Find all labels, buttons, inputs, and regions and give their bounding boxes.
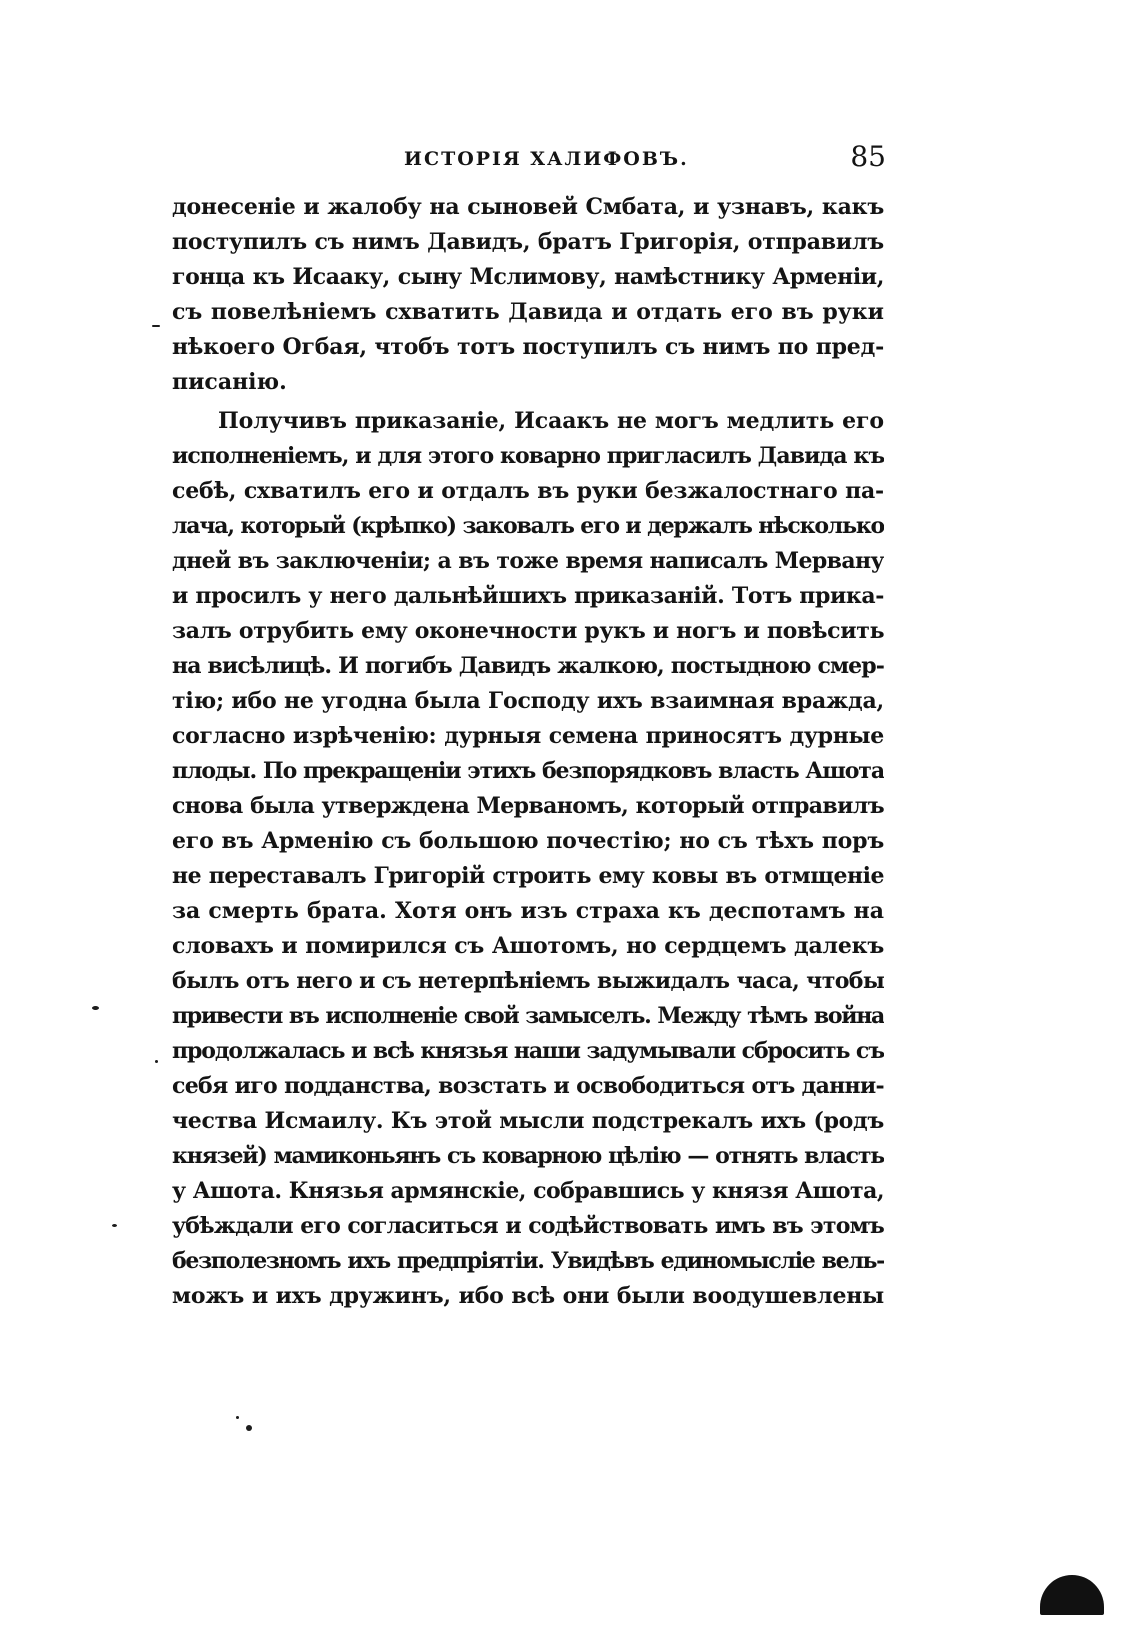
text-line: съ повелѣніемъ схватить Давида и отдать его въ руки: [172, 299, 884, 325]
text-line: словахъ и помирился съ Ашотомъ, но сердцемъ далекъ: [172, 933, 884, 959]
text-line: и просилъ у него дальнѣйшихъ приказаній. Тотъ прика-: [172, 583, 884, 609]
page-number: 85: [850, 140, 886, 173]
text-line: на висѣлицѣ. И погибъ Давидъ жалкою, постыдною смер-: [172, 653, 884, 679]
text-line: можъ и ихъ дружинъ, ибо всѣ они были воодушевлены: [172, 1283, 884, 1309]
text-line: лача, который (крѣпко) заковалъ его и держалъ нѣсколько: [172, 513, 884, 539]
scan-speck: [155, 1060, 158, 1063]
text-line: чества Исмаилу. Къ этой мысли подстрекалъ ихъ (родъ: [172, 1108, 884, 1134]
text-line: исполненіемъ, и для этого коварно пригласилъ Давида къ: [172, 443, 884, 469]
text-line: тію; ибо не угодна была Господу ихъ взаимная вражда,: [172, 688, 884, 714]
text-line: гонца къ Исааку, сыну Мслимову, намѣстнику Арменіи,: [172, 264, 884, 290]
text-line: согласно изрѣченію: дурныя семена приносятъ дурные: [172, 723, 884, 749]
text-line: за смерть брата. Хотя онъ изъ страха къ деспотамъ на: [172, 898, 884, 924]
text-line: безполезномъ ихъ предпріятіи. Увидѣвъ единомысліе вель-: [172, 1248, 884, 1274]
text-line: залъ отрубить ему оконечности рукъ и ногъ и повѣсить: [172, 618, 884, 644]
text-line: дней въ заключеніи; а въ тоже время написалъ Мервану: [172, 548, 884, 574]
text-line: писанію.: [172, 369, 287, 395]
running-title: ИСТОРІЯ ХАЛИФОВЪ.: [404, 148, 689, 170]
scan-speck: [92, 1006, 99, 1010]
text-line: себя иго подданства, возстать и освободиться отъ данни-: [172, 1073, 884, 1099]
running-head: [170, 140, 886, 180]
text-line: у Ашота. Князья армянскіе, собравшись у князя Ашота,: [172, 1178, 884, 1204]
scan-speck: [112, 1224, 117, 1227]
text-line: донесеніе и жалобу на сыновей Смбата, и узнавъ, какъ: [172, 194, 884, 220]
scan-corner-mark: [1040, 1575, 1104, 1615]
text-line: поступилъ съ нимъ Давидъ, братъ Григорія, отправилъ: [172, 229, 884, 255]
text-line: плоды. По прекращеніи этихъ безпорядковъ власть Ашота: [172, 758, 884, 784]
text-line: снова была утверждена Мерваномъ, который отправилъ: [172, 793, 884, 819]
scan-speck: [152, 325, 160, 327]
text-line: продолжалась и всѣ князья наши задумывали сбросить съ: [172, 1038, 884, 1064]
text-line: былъ отъ него и съ нетерпѣніемъ выжидалъ часа, чтобы: [172, 968, 884, 994]
text-line: Получивъ приказаніе, Исаакъ не могъ медлить его: [218, 408, 884, 434]
text-line: нѣкоего Огбая, чтобъ тотъ поступилъ съ нимъ по пред-: [172, 334, 884, 360]
scan-speck: [246, 1425, 252, 1431]
text-line: не переставалъ Григорій строить ему ковы въ отмщеніе: [172, 863, 884, 889]
text-line: убѣждали его согласиться и содѣйствовать имъ въ этомъ: [172, 1213, 884, 1239]
text-line: себѣ, схватилъ его и отдалъ въ руки безжалостнаго па-: [172, 478, 884, 504]
text-line: привести въ исполненіе свой замыселъ. Между тѣмъ война: [172, 1003, 884, 1029]
text-line: князей) мамиконьянъ съ коварною цѣлію — отнять власть: [172, 1143, 884, 1169]
scan-speck: [236, 1416, 239, 1419]
text-line: его въ Арменію съ большою почестію; но съ тѣхъ поръ: [172, 828, 884, 854]
